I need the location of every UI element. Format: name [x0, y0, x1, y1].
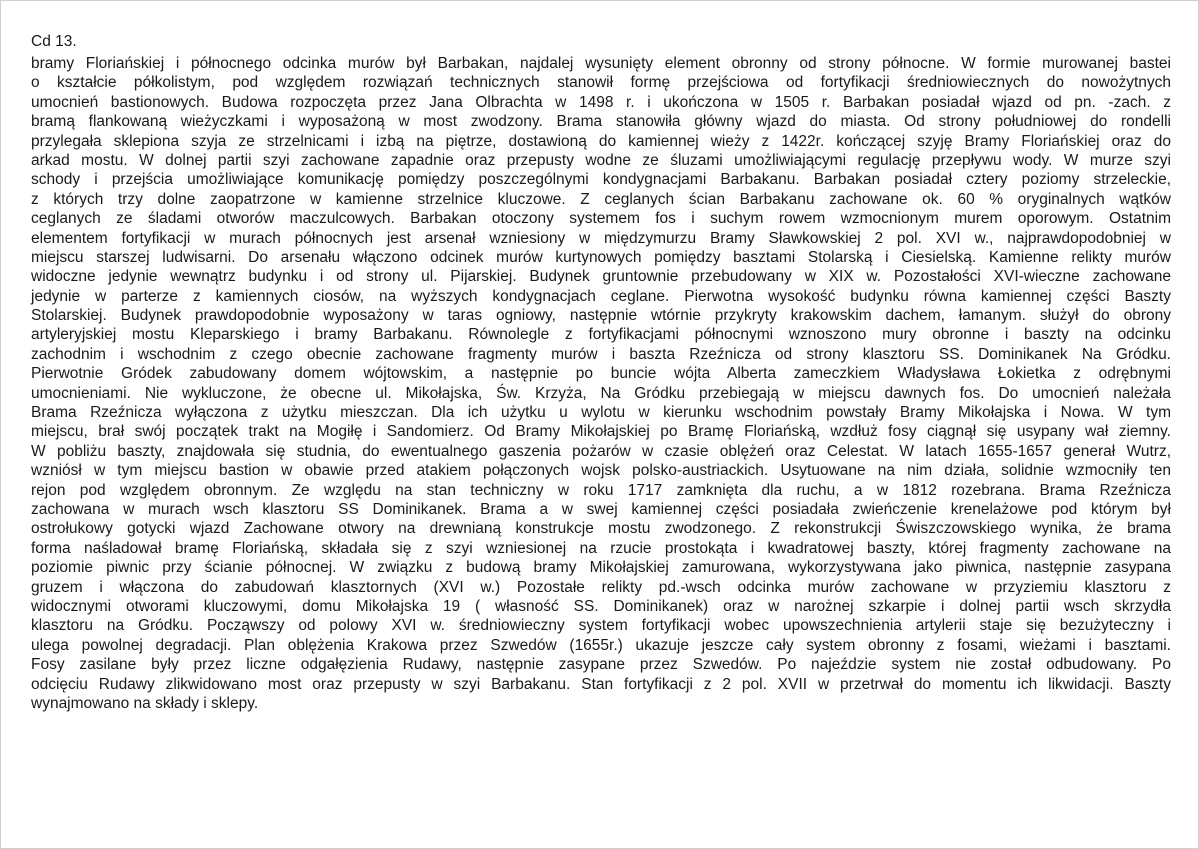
- text-line: wynajmowano na składy i sklepy.: [31, 694, 259, 712]
- text-line: klasztoru na Gródku. Począwszy od polowy XVI w. średniowieczny system fortyfikacji wobec upowszechnienia artylerii staje się bezużyteczny i: [31, 617, 1171, 635]
- text-line: elementem fortyfikacji w murach północnych jest arsenał wzniesiony w międzymurzu Bramy Sławkowskiej 2 pol. XVI w., najprawdopodobniej w: [31, 229, 1171, 247]
- text-line: przylegała sklepiona szyja ze strzelnicami i izbą na piętrze, dostawioną do kamiennej wieży z 1422r. kończącej szyję Bramy Floriańskiej oraz do: [31, 132, 1171, 150]
- text-line: schody i przejścia umożliwiające komunikację pomiędzy poszczególnymi kondygnacjami Barbakanu. Barbakan posiadał cztery poziomy strzeleckie,: [31, 171, 1171, 189]
- text-line: artyleryjskiej mostu Kleparskiego i bramy Barbakanu. Równolegle z fortyfikacjami północnymi wznoszono mury obronne i baszty na odcinku: [31, 326, 1171, 344]
- text-line: umocnień bastionowych. Budowa rozpoczęta przez Jana Olbrachta w 1498 r. i ukończona w 1505 r. Barbakan posiadał wjazd od pn. -zach. z: [31, 93, 1171, 111]
- text-line: z których trzy dolne zaopatrzone w kamienne strzelnice kluczowe. Z ceglanych ścian Barbakanu zachowane ok. 60 % oryginalnych wątków: [31, 190, 1171, 208]
- text-line: ulega powolnej degradacji. Plan oblężenia Krakowa przez Szwedów (1655r.) ukazuje jeszcze cały system obronny z fosami, wieżami i basztami.: [31, 636, 1171, 654]
- text-line: ostrołukowy gotycki wjazd Zachowane otwory na drewnianą konstrukcje mostu zwodzonego. Z rekonstrukcji Świszczowskiego wynika, że brama: [31, 520, 1171, 538]
- text-line: o kształcie półkolistym, pod względem rozwiązań technicznych stanowił formę przejściowa od fortyfikacji średniowiecznych do nowożytnych: [31, 74, 1171, 92]
- text-line: ceglanych ze śladami otworów maczulcowych. Barbakan otoczony systemem fos i suchym rowem wzmocnionym murem oporowym. Ostatnim: [31, 210, 1171, 228]
- text-line: rejon pod względem obronnym. Ze względu na stan techniczny w roku 1717 zamknięta dla ruchu, a w 1812 rozebrana. Brama Rzeźnicza: [31, 481, 1171, 499]
- text-line: zachodnim i wschodnim z czego obecnie zachowane fragmenty murów i baszta Rzeźnicza od strony klasztoru SS. Dominikanek Na Gródku.: [31, 345, 1171, 363]
- text-line: arkad mostu. W dolnej partii szyi zachowane zapadnie oraz przepusty wodne ze śluzami umożliwiającymi regulację przepływu wody. W murze szyi: [31, 151, 1171, 169]
- text-line: zachowana w murach wsch klasztoru SS Dominikanek. Brama a w swej kamiennej części posiadała zwieńczenie krenelażowe pod którym był: [31, 500, 1171, 518]
- text-line: bramą flankowaną wieżyczkami i wyposażoną w most zwodzony. Brama stanowiła główny wjazd do miasta. Od strony południowej do rondelli: [31, 113, 1171, 131]
- text-line: jedynie w parterze z kamiennych ciosów, na wyższych kondygnacjach ceglane. Pierwotna wysokość budynku równa kamiennej części Baszty: [31, 287, 1171, 305]
- text-line: bramy Floriańskiej i północnego odcinka murów był Barbakan, najdalej wysunięty element obronny od strony północne. W formie murowanej bastei: [31, 55, 1171, 72]
- text-line: Brama Rzeźnicza wyłączona z użytku mieszczan. Dla ich użytku u wylotu w kierunku wschodnim powstały Bramy Mikołajska i Nowa. W tym: [31, 404, 1171, 422]
- text-line: widoczne jedynie wewnątrz budynku i od strony ul. Pijarskiej. Budynek gruntownie przebudowany w XIX w. Pozostałości XVI-wieczne zachowane: [31, 268, 1171, 286]
- text-line: miejscu, brał swój początek trakt na Mogiłę i Sandomierz. Od Bramy Mikołajskiej po Bramę Floriańską, wzdłuż fosy ciągnął się usypany wał ziemny.: [31, 423, 1171, 441]
- page-label: Cd 13.: [31, 33, 77, 50]
- text-line: miejscu starszej ludwisarni. Do arsenału włączono odcinek murów kurtynowych pomiędzy basztami Stolarską i Ciesielską. Kamienne relikty murów: [31, 248, 1171, 266]
- body-text: [31, 54, 1171, 713]
- text-line: Pierwotnie Gródek zabudowany domem wójtowskim, a następnie po buncie wójta Alberta zameczkiem Władysława Łokietka z odrębnymi: [31, 365, 1171, 383]
- text-line: odcięciu Rudawy zlikwidowano most oraz przepusty w szyi Barbakanu. Stan fortyfikacji z 2 pol. XVII w przetrwał do momentu ich likwidacji. Baszty: [31, 675, 1171, 693]
- text-line: poziomie piwnic przy ścianie północnej. W związku z budową bramy Mikołajskiej zamurowana, wykorzystywana jako piwnica, następnie zasypana: [31, 559, 1171, 577]
- text-line: umocnieniami. Nie wykluczone, że obecne ul. Mikołajska, Św. Krzyża, Na Gródku przebiegają w miejscu dawnych fos. Do umocnień należała: [31, 384, 1171, 402]
- text-line: Fosy zasilane były przez liczne odgałęzienia Rudawy, następnie zasypane przez Szwedów. Po najeździe system nie został odbudowany. Po: [31, 656, 1171, 674]
- text-line: gruzem i włączona do zabudowań klasztornych (XVI w.) Pozostałe relikty pd.-wsch odcinka murów zachowane w przyziemiu klasztoru z: [31, 578, 1171, 596]
- text-line: widocznymi otworami kluczowymi, domu Mikołajska 19 ( własność SS. Dominikanek) oraz w narożnej szkarpie i dolnej partii wsch skrzydła: [31, 597, 1171, 615]
- text-line: forma naśladował bramę Floriańską, składała się z szyi wzniesionej na rzucie prostokąta i kwadratowej baszty, której fragmenty zachowane na: [31, 539, 1171, 557]
- text-line: Stolarskiej. Budynek prawdopodobnie wyposażony w taras ogniowy, następnie wtórnie przykryty krakowskim dachem, łamanym. służył do obrony: [31, 307, 1171, 325]
- text-line: wzniósł w tym miejscu bastion w obawie przed atakiem połączonych wojsk polsko-austriackich. Usytuowane na nim działa, solidnie wzmocniły ten: [31, 462, 1171, 480]
- text-line: W pobliżu baszty, znajdowała się studnia, do ewentualnego gaszenia pożarów w czasie oblężeń oraz Celestat. W latach 1655-1657 generał Wutrz,: [31, 442, 1171, 460]
